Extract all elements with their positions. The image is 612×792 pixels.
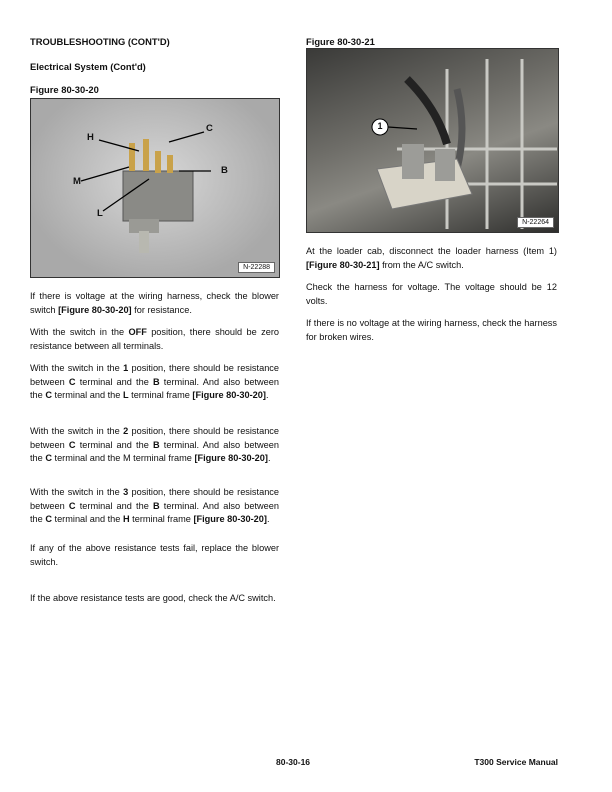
text: position, there should be resistance between xyxy=(30,426,280,450)
text: terminal and the M terminal frame xyxy=(51,453,195,464)
text: With the switch in the xyxy=(30,426,124,436)
blower-switch-photo xyxy=(30,98,280,278)
paragraph xyxy=(306,245,557,272)
paragraph xyxy=(30,542,279,569)
text: If there is voltage at the wiring harness, check the blower switch xyxy=(30,291,279,315)
paragraph xyxy=(30,362,279,403)
paragraph xyxy=(30,290,279,317)
bold-text: OFF xyxy=(128,327,147,337)
paragraph xyxy=(30,486,279,527)
text: If the above resistance tests are good, check the A/C switch. xyxy=(30,593,276,603)
bold-text: 1 xyxy=(123,363,129,373)
bold-text: L xyxy=(122,390,129,401)
bold-text: [Figure 80-30-20] xyxy=(194,453,268,464)
text: With the switch in the xyxy=(30,327,129,337)
text: terminal and the xyxy=(75,439,153,450)
paragraph xyxy=(306,281,557,308)
text: . xyxy=(266,514,270,525)
text: Check the harness for voltage. The voltage should be 12 volts. xyxy=(306,282,557,306)
figure-number-left: N-22288 xyxy=(238,262,275,273)
text: If there is no voltage at the wiring harness, check the harness for broken wires. xyxy=(306,318,557,342)
text: . xyxy=(267,453,271,464)
bold-text: 2 xyxy=(123,426,129,436)
bold-text: B xyxy=(153,500,160,511)
bold-text: C xyxy=(45,390,52,401)
bold-text: B xyxy=(153,376,160,387)
bold-text: [Figure 80-30-20] xyxy=(192,390,266,401)
bold-text: B xyxy=(153,439,160,450)
bold-text: C xyxy=(68,439,76,450)
text: With the switch in the xyxy=(30,487,124,497)
text: from the A/C switch. xyxy=(379,259,464,270)
paragraph xyxy=(30,326,279,353)
paragraph xyxy=(30,425,279,466)
text: With the switch in the xyxy=(30,363,124,373)
text: If any of the above resistance tests fail, replace the blower switch. xyxy=(30,543,279,567)
callout-1: 1 xyxy=(377,121,383,131)
text: terminal frame xyxy=(128,390,193,401)
label-m: M xyxy=(73,176,81,187)
bold-text: [Figure 80-30-21] xyxy=(306,259,380,270)
bold-text: C xyxy=(68,376,76,387)
manual-title: T300 Service Manual xyxy=(474,757,558,767)
paragraph xyxy=(306,317,557,344)
text: terminal and the xyxy=(51,390,123,401)
bold-text: C xyxy=(68,500,76,511)
text: At the loader cab, disconnect the loader harness (Item 1) xyxy=(306,246,557,256)
figure-caption-right: Figure 80-30-21 xyxy=(306,36,375,47)
page-number: 80-30-16 xyxy=(276,757,311,767)
bold-text: [Figure 80-30-20] xyxy=(58,304,132,315)
label-b: B xyxy=(221,165,228,176)
text: for resistance. xyxy=(131,304,192,315)
text: terminal. And also between the xyxy=(30,376,279,401)
bold-text: 3 xyxy=(123,487,129,497)
text: position, there should be zero resistance between all terminals. xyxy=(30,327,280,351)
text: terminal and the xyxy=(75,500,153,511)
bold-text: C xyxy=(45,453,52,464)
label-l: L xyxy=(97,208,103,219)
blower-switch-illustration xyxy=(31,99,279,277)
figure-caption-left: Figure 80-30-20 xyxy=(30,84,99,95)
label-c: C xyxy=(206,123,213,134)
text: terminal and the xyxy=(51,514,123,525)
text: terminal. And also between the xyxy=(30,439,279,464)
text: . xyxy=(265,390,269,401)
text: position, there should be resistance between xyxy=(30,363,280,387)
text: terminal. And also between the xyxy=(30,500,279,525)
figure-number-right: N-22264 xyxy=(517,217,554,228)
label-h: H xyxy=(87,132,94,143)
bold-text: [Figure 80-30-20] xyxy=(193,514,267,525)
text: terminal frame xyxy=(129,514,194,525)
paragraph xyxy=(30,592,279,606)
text: position, there should be resistance between xyxy=(30,487,280,511)
section-title: TROUBLESHOOTING (CONT'D) xyxy=(30,36,170,47)
harness-illustration xyxy=(307,49,558,232)
bold-text: C xyxy=(45,514,52,525)
bold-text: H xyxy=(122,514,130,525)
text: terminal and the xyxy=(75,376,153,387)
subsection-title: Electrical System (Cont'd) xyxy=(30,61,146,72)
harness-photo xyxy=(306,48,559,233)
